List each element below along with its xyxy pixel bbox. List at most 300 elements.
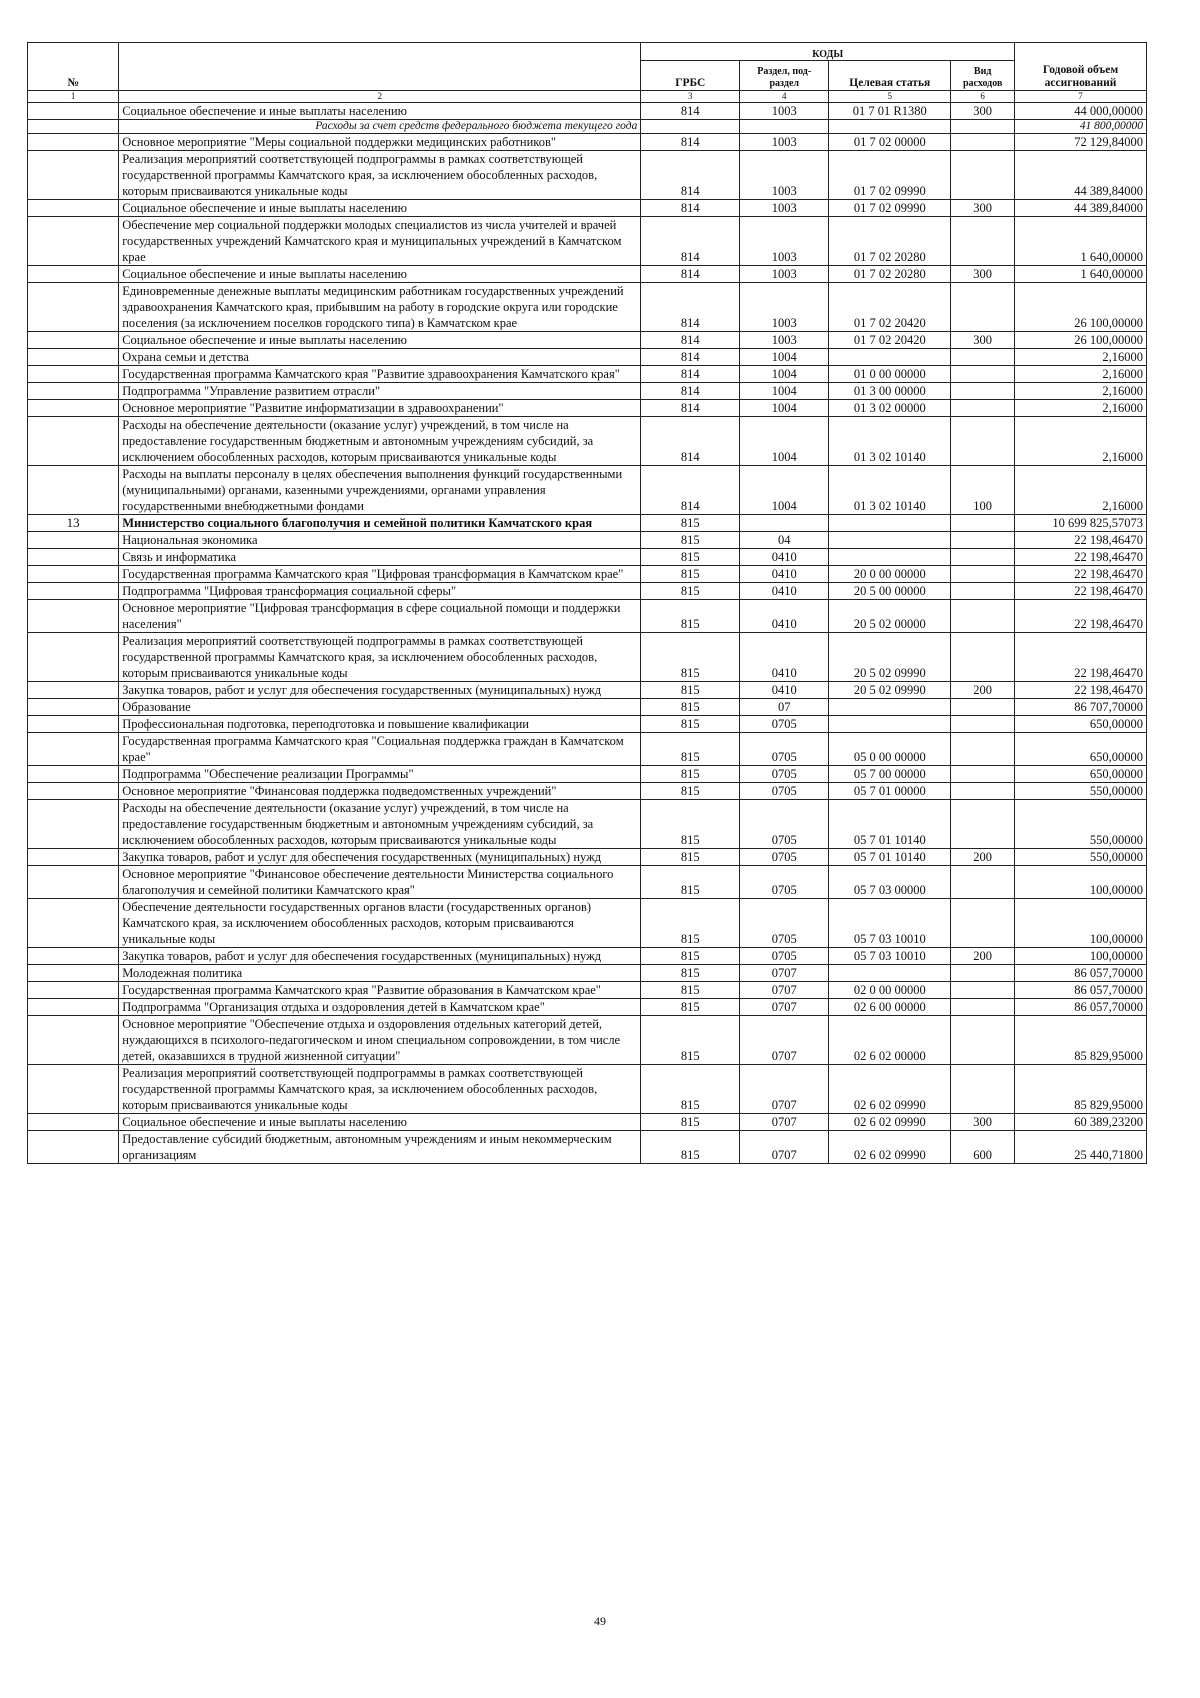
row-number: [28, 103, 119, 120]
row-amount: 22 198,46470: [1015, 682, 1147, 699]
row-target: 05 7 01 10140: [829, 849, 951, 866]
row-grbs: 814: [641, 466, 740, 515]
row-number: [28, 600, 119, 633]
row-amount: 550,00000: [1015, 783, 1147, 800]
row-amount: 650,00000: [1015, 716, 1147, 733]
row-expense-type: [951, 566, 1015, 583]
table-row: [28, 366, 1147, 383]
row-target: 01 7 02 09990: [829, 200, 951, 217]
row-expense-type: [951, 532, 1015, 549]
row-number: [28, 633, 119, 682]
row-number: [28, 120, 119, 134]
row-number: [28, 583, 119, 600]
row-section: 0410: [740, 600, 829, 633]
row-amount: 22 198,46470: [1015, 583, 1147, 600]
column-number: 3: [641, 91, 740, 103]
row-expense-type: [951, 283, 1015, 332]
column-number: 2: [119, 91, 641, 103]
row-amount: 26 100,00000: [1015, 332, 1147, 349]
row-grbs: 815: [641, 948, 740, 965]
row-target: 20 5 00 00000: [829, 583, 951, 600]
row-section: [740, 515, 829, 532]
row-number: [28, 549, 119, 566]
table-body: [28, 103, 1147, 1164]
row-section: 0705: [740, 733, 829, 766]
row-grbs: 815: [641, 1065, 740, 1114]
row-name: Реализация мероприятий соответствующей подпрограммы в рамках соответствующей государственной программы Камчатского края, за исключением обособленных расходов, которым присваиваются уникальные коды: [119, 151, 641, 200]
row-number: [28, 1016, 119, 1065]
row-grbs: 815: [641, 549, 740, 566]
row-name: Расходы на выплаты персоналу в целях обеспечения выполнения функций государственными (муниципальными) органами, казенными учреждениями, органами управления государственными внебюджетными фондами: [119, 466, 641, 515]
row-amount: 100,00000: [1015, 948, 1147, 965]
row-section: 1004: [740, 466, 829, 515]
row-expense-type: 300: [951, 266, 1015, 283]
table-row: [28, 566, 1147, 583]
row-amount: 25 440,71800: [1015, 1131, 1147, 1164]
row-grbs: 815: [641, 566, 740, 583]
row-name: Обеспечение мер социальной поддержки молодых специалистов из числа учителей и врачей государственных учреждений Камчатского края и муниципальных учреждений в Камчатском крае: [119, 217, 641, 266]
header-annual: Годовой объем ассигнований: [1015, 43, 1147, 91]
row-amount: 2,16000: [1015, 417, 1147, 466]
row-section: 0705: [740, 800, 829, 849]
row-section: 0707: [740, 1016, 829, 1065]
row-expense-type: [951, 783, 1015, 800]
row-grbs: 815: [641, 1114, 740, 1131]
row-name: Социальное обеспечение и иные выплаты населению: [119, 103, 641, 120]
table-row: [28, 266, 1147, 283]
row-number: [28, 982, 119, 999]
row-number: [28, 466, 119, 515]
row-target: 05 7 01 10140: [829, 800, 951, 849]
row-number: [28, 1131, 119, 1164]
row-grbs: 815: [641, 716, 740, 733]
row-target: [829, 349, 951, 366]
table-row: [28, 400, 1147, 417]
header-section: Раздел, под-раздел: [740, 61, 829, 91]
row-number: [28, 999, 119, 1016]
row-target: [829, 515, 951, 532]
table-row: [28, 151, 1147, 200]
row-section: 0707: [740, 1065, 829, 1114]
row-number: [28, 366, 119, 383]
row-target: 01 0 00 00000: [829, 366, 951, 383]
row-expense-type: [951, 766, 1015, 783]
row-expense-type: [951, 417, 1015, 466]
row-grbs: 815: [641, 999, 740, 1016]
table-row: [28, 466, 1147, 515]
row-number: [28, 400, 119, 417]
row-target: 02 6 02 00000: [829, 1016, 951, 1065]
table-row: [28, 1131, 1147, 1164]
row-name: Подпрограмма "Обеспечение реализации Программы": [119, 766, 641, 783]
row-expense-type: [951, 800, 1015, 849]
row-amount: 1 640,00000: [1015, 217, 1147, 266]
row-amount: 44 389,84000: [1015, 200, 1147, 217]
row-target: [829, 120, 951, 134]
row-amount: 1 640,00000: [1015, 266, 1147, 283]
row-grbs: 814: [641, 151, 740, 200]
row-grbs: 814: [641, 366, 740, 383]
row-name: Основное мероприятие "Финансовое обеспечение деятельности Министерства социального благополучия и семейной политики Камчатского края": [119, 866, 641, 899]
row-section: 0410: [740, 566, 829, 583]
row-amount: 100,00000: [1015, 899, 1147, 948]
table-row: [28, 633, 1147, 682]
row-grbs: 814: [641, 332, 740, 349]
row-number: [28, 716, 119, 733]
row-amount: 41 800,00000: [1015, 120, 1147, 134]
row-grbs: 815: [641, 699, 740, 716]
row-name: Основное мероприятие "Меры социальной поддержки медицинских работников": [119, 134, 641, 151]
row-name: Основное мероприятие "Цифровая трансформация в сфере социальной помощи и поддержки населения": [119, 600, 641, 633]
row-number: [28, 332, 119, 349]
row-target: 01 3 02 10140: [829, 417, 951, 466]
row-number: [28, 566, 119, 583]
row-amount: 22 198,46470: [1015, 600, 1147, 633]
table-row: [28, 515, 1147, 532]
row-grbs: 815: [641, 532, 740, 549]
row-number: [28, 733, 119, 766]
row-number: [28, 699, 119, 716]
row-target: 05 7 03 10010: [829, 948, 951, 965]
row-amount: 2,16000: [1015, 366, 1147, 383]
row-expense-type: [951, 633, 1015, 682]
table-row: [28, 332, 1147, 349]
row-section: 1003: [740, 217, 829, 266]
row-expense-type: [951, 965, 1015, 982]
table-row: [28, 716, 1147, 733]
row-expense-type: 200: [951, 849, 1015, 866]
row-grbs: 815: [641, 515, 740, 532]
row-expense-type: [951, 400, 1015, 417]
page-number: 49: [594, 1614, 606, 1628]
row-section: 04: [740, 532, 829, 549]
row-number: [28, 965, 119, 982]
row-section: 1003: [740, 332, 829, 349]
row-amount: 650,00000: [1015, 733, 1147, 766]
row-number: 13: [28, 515, 119, 532]
row-name: Реализация мероприятий соответствующей подпрограммы в рамках соответствующей государственной программы Камчатского края, за исключением обособленных расходов, которым присваиваются уникальные коды: [119, 1065, 641, 1114]
row-section: 0707: [740, 1131, 829, 1164]
row-target: 01 7 02 20420: [829, 332, 951, 349]
row-expense-type: [951, 1016, 1015, 1065]
table-row: [28, 103, 1147, 120]
row-section: 1003: [740, 266, 829, 283]
row-expense-type: [951, 600, 1015, 633]
table-row: [28, 349, 1147, 366]
row-section: 0707: [740, 999, 829, 1016]
table-row: [28, 549, 1147, 566]
row-amount: 22 198,46470: [1015, 549, 1147, 566]
row-section: [740, 120, 829, 134]
row-section: 0705: [740, 899, 829, 948]
row-amount: 26 100,00000: [1015, 283, 1147, 332]
row-name: Социальное обеспечение и иные выплаты населению: [119, 200, 641, 217]
row-number: [28, 266, 119, 283]
row-target: 01 7 02 20280: [829, 217, 951, 266]
row-name: Социальное обеспечение и иные выплаты населению: [119, 266, 641, 283]
row-amount: 10 699 825,57073: [1015, 515, 1147, 532]
table-row: [28, 134, 1147, 151]
row-grbs: 815: [641, 600, 740, 633]
row-number: [28, 383, 119, 400]
row-grbs: 814: [641, 283, 740, 332]
row-name: Обеспечение деятельности государственных органов власти (государственных органов) Камчатского края, за исключением обособленных расходов, которым присваиваются уникальные коды: [119, 899, 641, 948]
row-amount: 2,16000: [1015, 349, 1147, 366]
row-number: [28, 800, 119, 849]
row-number: [28, 948, 119, 965]
row-name: Подпрограмма "Управление развитием отрасли": [119, 383, 641, 400]
column-number: 5: [829, 91, 951, 103]
row-section: 1004: [740, 417, 829, 466]
row-target: 02 0 00 00000: [829, 982, 951, 999]
row-expense-type: [951, 899, 1015, 948]
row-expense-type: 300: [951, 332, 1015, 349]
row-target: 05 7 00 00000: [829, 766, 951, 783]
row-section: 0707: [740, 982, 829, 999]
row-target: 20 5 02 09990: [829, 633, 951, 682]
row-expense-type: [951, 151, 1015, 200]
row-name: Государственная программа Камчатского края "Развитие образования в Камчатском крае": [119, 982, 641, 999]
table-row: [28, 766, 1147, 783]
row-grbs: 814: [641, 217, 740, 266]
row-expense-type: [951, 999, 1015, 1016]
row-number: [28, 1114, 119, 1131]
row-number: [28, 899, 119, 948]
row-expense-type: 600: [951, 1131, 1015, 1164]
row-number: [28, 283, 119, 332]
table-row: [28, 866, 1147, 899]
table-row: [28, 383, 1147, 400]
row-number: [28, 151, 119, 200]
row-section: 0705: [740, 766, 829, 783]
row-target: [829, 965, 951, 982]
row-target: [829, 716, 951, 733]
row-expense-type: 300: [951, 200, 1015, 217]
table-row: [28, 682, 1147, 699]
column-number: 4: [740, 91, 829, 103]
budget-table: [27, 42, 1147, 1164]
row-section: 1003: [740, 134, 829, 151]
row-amount: 86 057,70000: [1015, 965, 1147, 982]
row-target: 05 7 01 00000: [829, 783, 951, 800]
row-number: [28, 417, 119, 466]
table-row: [28, 417, 1147, 466]
row-grbs: 814: [641, 200, 740, 217]
row-amount: 85 829,95000: [1015, 1065, 1147, 1114]
header-row-top: [28, 43, 1147, 61]
row-expense-type: [951, 549, 1015, 566]
row-grbs: 815: [641, 965, 740, 982]
row-name: Социальное обеспечение и иные выплаты населению: [119, 1114, 641, 1131]
column-number: 7: [1015, 91, 1147, 103]
table-row: [28, 965, 1147, 982]
column-number: 6: [951, 91, 1015, 103]
row-amount: 2,16000: [1015, 466, 1147, 515]
row-section: 0707: [740, 965, 829, 982]
row-expense-type: [951, 366, 1015, 383]
table-row: [28, 532, 1147, 549]
row-expense-type: [951, 583, 1015, 600]
row-amount: 550,00000: [1015, 800, 1147, 849]
row-grbs: 815: [641, 633, 740, 682]
row-name: Профессиональная подготовка, переподготовка и повышение квалификации: [119, 716, 641, 733]
row-target: [829, 549, 951, 566]
row-section: 1003: [740, 200, 829, 217]
row-expense-type: 200: [951, 682, 1015, 699]
row-name: Закупка товаров, работ и услуг для обеспечения государственных (муниципальных) нужд: [119, 682, 641, 699]
row-expense-type: [951, 733, 1015, 766]
table-row: [28, 583, 1147, 600]
row-number: [28, 766, 119, 783]
row-name: Основное мероприятие "Обеспечение отдыха и оздоровления отдельных категорий детей, нуждающихся в психолого-педагогическом и ином специальном сопровождении, в том числе детей, оказавшихся в трудной жизненной ситуации": [119, 1016, 641, 1065]
row-grbs: 814: [641, 349, 740, 366]
column-number: 1: [28, 91, 119, 103]
row-expense-type: [951, 982, 1015, 999]
row-section: 0410: [740, 682, 829, 699]
table-row: [28, 899, 1147, 948]
row-amount: 72 129,84000: [1015, 134, 1147, 151]
table-row: [28, 948, 1147, 965]
row-name: Образование: [119, 699, 641, 716]
row-expense-type: [951, 515, 1015, 532]
row-amount: 550,00000: [1015, 849, 1147, 866]
row-name: Государственная программа Камчатского края "Развитие здравоохранения Камчатского края": [119, 366, 641, 383]
row-number: [28, 783, 119, 800]
row-amount: 2,16000: [1015, 400, 1147, 417]
row-grbs: 814: [641, 400, 740, 417]
row-section: 1004: [740, 349, 829, 366]
row-target: 05 0 00 00000: [829, 733, 951, 766]
row-section: 07: [740, 699, 829, 716]
row-section: 0410: [740, 583, 829, 600]
table-row: [28, 999, 1147, 1016]
row-expense-type: [951, 716, 1015, 733]
row-name: Национальная экономика: [119, 532, 641, 549]
row-grbs: 815: [641, 583, 740, 600]
header-codes: КОДЫ: [641, 43, 1015, 61]
row-expense-type: [951, 383, 1015, 400]
row-name: Государственная программа Камчатского края "Социальная поддержка граждан в Камчатском крае": [119, 733, 641, 766]
row-section: 0410: [740, 633, 829, 682]
row-target: 20 5 02 00000: [829, 600, 951, 633]
row-target: [829, 532, 951, 549]
row-amount: 2,16000: [1015, 383, 1147, 400]
row-grbs: 814: [641, 103, 740, 120]
header-type: Вид расходов: [951, 61, 1015, 91]
row-grbs: 815: [641, 766, 740, 783]
row-section: 0705: [740, 783, 829, 800]
table-row: [28, 283, 1147, 332]
row-name: Реализация мероприятий соответствующей подпрограммы в рамках соответствующей государственной программы Камчатского края, за исключением обособленных расходов, которым присваиваются уникальные коды: [119, 633, 641, 682]
table-row: [28, 600, 1147, 633]
header-num: №: [28, 43, 119, 91]
budget-page: [27, 42, 1147, 1164]
header-target: Целевая статья: [829, 61, 951, 91]
row-number: [28, 1065, 119, 1114]
row-target: 01 7 02 00000: [829, 134, 951, 151]
row-target: 01 3 02 00000: [829, 400, 951, 417]
row-target: 01 7 02 20280: [829, 266, 951, 283]
row-amount: 22 198,46470: [1015, 566, 1147, 583]
table-row: [28, 200, 1147, 217]
row-name: Подпрограмма "Организация отдыха и оздоровления детей в Камчатском крае": [119, 999, 641, 1016]
row-expense-type: [951, 866, 1015, 899]
table-row: [28, 120, 1147, 134]
row-name: Социальное обеспечение и иные выплаты населению: [119, 332, 641, 349]
row-target: 01 7 01 R1380: [829, 103, 951, 120]
row-number: [28, 866, 119, 899]
row-number: [28, 349, 119, 366]
row-section: 0705: [740, 716, 829, 733]
row-amount: 44 389,84000: [1015, 151, 1147, 200]
row-name: Расходы на обеспечение деятельности (оказание услуг) учреждений, в том числе на предоставление государственным бюджетным и автономным учреждениям субсидий, за исключением обособленных расходов, которым присваиваются уникальные коды: [119, 800, 641, 849]
row-grbs: 814: [641, 134, 740, 151]
row-section: 1004: [740, 383, 829, 400]
row-section: 0705: [740, 849, 829, 866]
row-grbs: 815: [641, 1016, 740, 1065]
row-section: 1003: [740, 283, 829, 332]
row-number: [28, 200, 119, 217]
row-grbs: 815: [641, 682, 740, 699]
row-expense-type: 100: [951, 466, 1015, 515]
row-name: Министерство социального благополучия и семейной политики Камчатского края: [119, 515, 641, 532]
row-name: Охрана семьи и детства: [119, 349, 641, 366]
row-target: 05 7 03 10010: [829, 899, 951, 948]
table-row: [28, 982, 1147, 999]
row-target: 01 3 02 10140: [829, 466, 951, 515]
row-amount: 86 707,70000: [1015, 699, 1147, 716]
row-name: Государственная программа Камчатского края "Цифровая трансформация в Камчатском крае": [119, 566, 641, 583]
row-amount: 44 000,00000: [1015, 103, 1147, 120]
row-grbs: 814: [641, 383, 740, 400]
row-section: 1004: [740, 400, 829, 417]
row-name: Предоставление субсидий бюджетным, автономным учреждениям и иным некоммерческим организациям: [119, 1131, 641, 1164]
row-name: Расходы за счет средств федерального бюджета текущего года: [119, 120, 641, 134]
row-expense-type: [951, 1065, 1015, 1114]
row-target: 05 7 03 00000: [829, 866, 951, 899]
row-number: [28, 682, 119, 699]
table-row: [28, 217, 1147, 266]
row-amount: 22 198,46470: [1015, 532, 1147, 549]
row-name: Основное мероприятие "Финансовая поддержка подведомственных учреждений": [119, 783, 641, 800]
row-grbs: 814: [641, 417, 740, 466]
row-number: [28, 849, 119, 866]
header-name: [119, 43, 641, 91]
row-section: 1003: [740, 151, 829, 200]
header-grbs: ГРБС: [641, 61, 740, 91]
row-expense-type: [951, 120, 1015, 134]
row-amount: 22 198,46470: [1015, 633, 1147, 682]
table-row: [28, 733, 1147, 766]
row-name: Молодежная политика: [119, 965, 641, 982]
row-target: 02 6 02 09990: [829, 1065, 951, 1114]
row-name: Закупка товаров, работ и услуг для обеспечения государственных (муниципальных) нужд: [119, 849, 641, 866]
row-amount: 100,00000: [1015, 866, 1147, 899]
row-target: 01 7 02 20420: [829, 283, 951, 332]
row-target: 20 0 00 00000: [829, 566, 951, 583]
row-amount: 85 829,95000: [1015, 1016, 1147, 1065]
row-amount: 60 389,23200: [1015, 1114, 1147, 1131]
column-numbers-row: [28, 91, 1147, 103]
row-expense-type: [951, 699, 1015, 716]
row-name: Расходы на обеспечение деятельности (оказание услуг) учреждений, в том числе на предоставление государственным бюджетным и автономным учреждениям субсидий, за исключением обособленных расходов, которым присваиваются уникальные коды: [119, 417, 641, 466]
table-row: [28, 800, 1147, 849]
row-grbs: 815: [641, 849, 740, 866]
row-section: 1004: [740, 366, 829, 383]
table-row: [28, 783, 1147, 800]
row-name: Подпрограмма "Цифровая трансформация социальной сферы": [119, 583, 641, 600]
table-row: [28, 699, 1147, 716]
